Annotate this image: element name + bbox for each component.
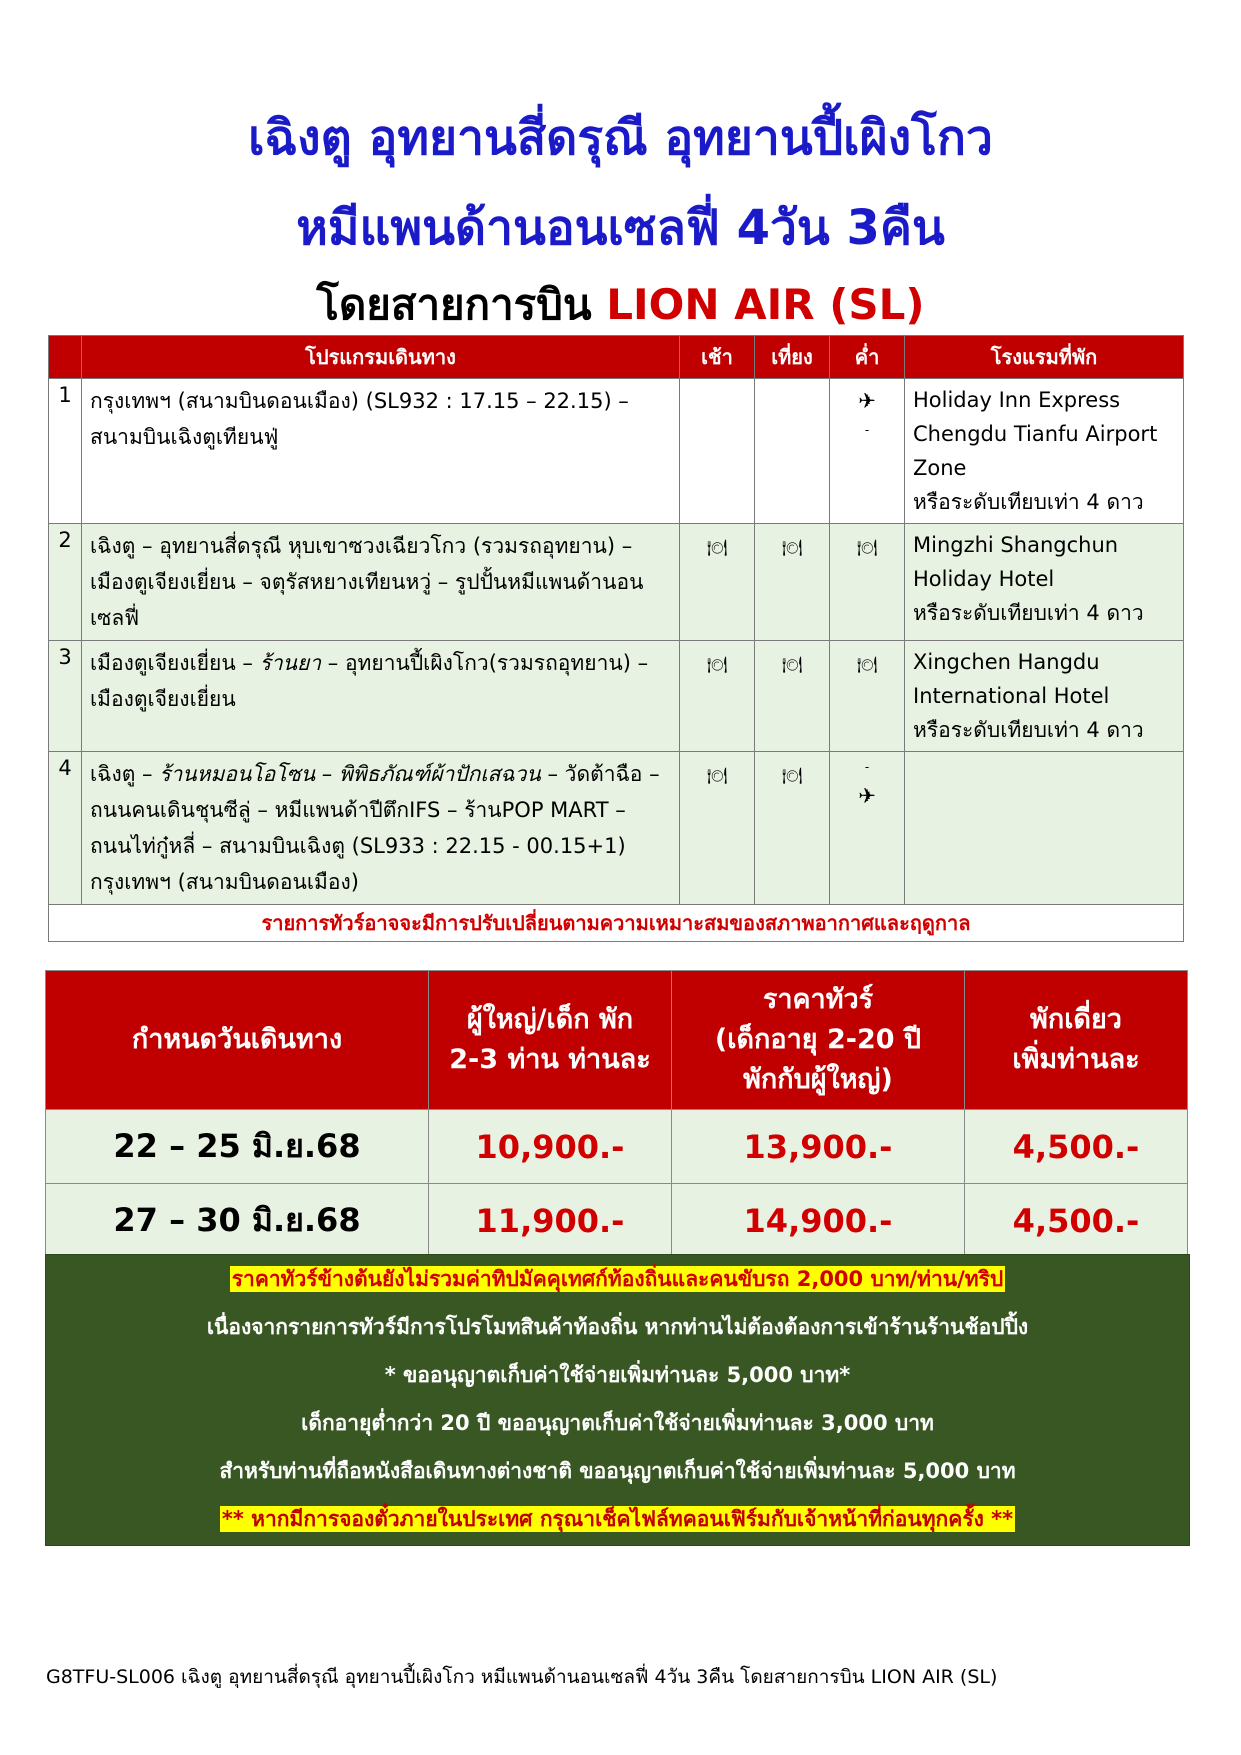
hotel-cell: [905, 641, 1184, 752]
plane-icon: ✈: [858, 784, 876, 808]
no-meal-dash: -: [864, 423, 870, 437]
domestic-ticket-warning: ** หากมีการจองตั๋วภายในประเทศ กรุณาเช็คไฟล์ทคอนเฟิร์มกับเจ้าหน้าที่ก่อนทุกครั้ง **: [221, 1507, 1014, 1531]
condition-line: [46, 1255, 1189, 1303]
itinerary-note: รายการทัวร์อาจจะมีการปรับเปลี่ยนตามความเหมาะสมของสภาพอากาศและฤดูกาล: [49, 905, 1184, 942]
itinerary-header-row: [49, 336, 1184, 379]
itinerary-note-row: [49, 905, 1184, 942]
price-header-row: [46, 971, 1188, 1110]
airline-name: LION AIR (SL): [606, 280, 925, 329]
meal-icon: 🍽: [781, 655, 803, 674]
lunch-header: เที่ยง: [755, 336, 830, 379]
child-price-header: [672, 971, 965, 1110]
page-title-line2: หมีแพนด้านอนเซลฟี่ 4วัน 3คืน: [296, 200, 945, 256]
hotel-line: หรือระดับเทียบเท่า 4 ดาว: [913, 490, 1144, 514]
day-description: เฉิงตู – อุทยานสี่ดรุณี หุบเขาซวงเฉียวโกว (รวมรถอุทยาน) – เมืองตูเจียงเยี่ยน – จตุรัสหยางเทียนหวู่ – รูปปั้นหมีแพนด้านอนเซลฟี่: [82, 524, 680, 641]
hotel-header: โรงแรมที่พัก: [905, 336, 1184, 379]
day-number: 3: [49, 641, 82, 752]
hotel-line: Mingzhi Shangchun: [913, 533, 1119, 557]
child-header-line: ราคาทัวร์: [762, 984, 874, 1015]
dinner-cell: [830, 524, 905, 641]
adult-header-line: 2-3 ท่าน ท่านละ: [449, 1044, 651, 1075]
itinerary-row-day3: [49, 641, 1184, 752]
condition-line: [46, 1495, 1189, 1543]
breakfast-cell: [680, 752, 755, 905]
condition-line: เด็กอายุต่ำกว่า 20 ปี ขออนุญาตเก็บค่าใช้จ่ายเพิ่มท่านละ 3,000 บาท: [301, 1411, 934, 1435]
date-header: กำหนดวันเดินทาง: [46, 971, 429, 1110]
breakfast-cell: [680, 524, 755, 641]
meal-icon: 🍽: [706, 766, 728, 785]
desc-part: เฉิงตู –: [90, 762, 160, 786]
meal-icon: 🍽: [856, 538, 878, 557]
day-description: [82, 641, 680, 752]
desc-part: – วัดต้าฉือ – ถนนคนเดินชุนซีลู่ – หมีแพนด้าปีตึกIFS – ร้านPOP MART – ถนนไท่กู๋หลี่ – สนามบินเฉิงตู (SL933 : 22.15 - 00.15+1) กรุงเทพฯ (สนามบินดอนเมือง): [90, 762, 660, 894]
hotel-line: หรือระดับเทียบเท่า 4 ดาว: [913, 718, 1144, 742]
condition-line: * ขออนุญาตเก็บค่าใช้จ่ายเพิ่มท่านละ 5,000 บาท*: [384, 1363, 851, 1387]
single-supplement: 4,500.-: [965, 1184, 1188, 1258]
single-header-line: เพิ่มท่านละ: [1012, 1044, 1140, 1075]
condition-line: สำหรับท่านที่ถือหนังสือเดินทางต่างชาติ ขออนุญาตเก็บค่าใช้จ่ายเพิ่มท่านละ 5,000 บาท: [219, 1459, 1016, 1483]
breakfast-header: เช้า: [680, 336, 755, 379]
hotel-line: International Hotel: [913, 684, 1110, 708]
breakfast-cell: [680, 379, 755, 524]
tip-notice: ราคาทัวร์ข้างต้นยังไม่รวมค่าทิปมัคคุเทศก์ท้องถิ่นและคนขับรถ 2,000 บาท/ท่าน/ทริป: [231, 1267, 1004, 1291]
adult-header-line: ผู้ใหญ่/เด็ก พัก: [466, 1004, 634, 1035]
child-header-line: พักกับผู้ใหญ่): [743, 1064, 893, 1095]
desc-part: เมืองตูเจียงเยี่ยน –: [90, 651, 260, 675]
page-title-line1: เฉิงตู อุทยานสี่ดรุณี อุทยานปี้เผิงโกว: [248, 110, 993, 166]
lunch-cell: [755, 379, 830, 524]
hotel-line: Holiday Inn Express: [913, 388, 1121, 412]
shop-stop: ร้านยา: [259, 651, 322, 675]
travel-date: 22 – 25 มิ.ย.68: [46, 1110, 429, 1184]
airline-title: [0, 272, 1241, 338]
itinerary-row-day2: [49, 524, 1184, 641]
single-supplement-header: [965, 971, 1188, 1110]
hotel-line: Holiday Hotel: [913, 567, 1055, 591]
dinner-cell: [830, 379, 905, 524]
price-row: [46, 1184, 1188, 1258]
travel-date: 27 – 30 มิ.ย.68: [46, 1184, 429, 1258]
single-supplement: 4,500.-: [965, 1110, 1188, 1184]
child-price: 13,900.-: [672, 1110, 965, 1184]
day-number: 1: [49, 379, 82, 524]
price-table: [45, 970, 1188, 1258]
breakfast-cell: [680, 641, 755, 752]
child-header-line: (เด็กอายุ 2-20 ปี: [714, 1024, 922, 1055]
meal-icon: 🍽: [781, 538, 803, 557]
hotel-cell: [905, 752, 1184, 905]
day-header: [49, 336, 82, 379]
condition-line: เนื่องจากรายการทัวร์มีการโปรโมทสินค้าท้องถิ่น หากท่านไม่ต้องต้องการเข้าร้านร้านช้อปปิ้ง: [206, 1315, 1029, 1339]
hotel-line: หรือระดับเทียบเท่า 4 ดาว: [913, 601, 1144, 625]
day-description: กรุงเทพฯ (สนามบินดอนเมือง) (SL932 : 17.15 – 22.15) – สนามบินเฉิงตูเทียนฟู่: [82, 379, 680, 524]
price-row: [46, 1110, 1188, 1184]
itinerary-row-day4: [49, 752, 1184, 905]
day-number: 2: [49, 524, 82, 641]
program-header: โปรแกรมเดินทาง: [82, 336, 680, 379]
dinner-cell: [830, 752, 905, 905]
itinerary-row-day1: [49, 379, 1184, 524]
hotel-cell: [905, 379, 1184, 524]
hotel-line: Zone: [913, 456, 967, 480]
adult-price: 11,900.-: [429, 1184, 672, 1258]
itinerary-table: [48, 335, 1184, 942]
hotel-line: Chengdu Tianfu Airport: [913, 422, 1158, 446]
adult-price-header: [429, 971, 672, 1110]
day-number: 4: [49, 752, 82, 905]
airline-title-prefix: โดยสายการบิน: [316, 280, 607, 329]
meal-icon: 🍽: [706, 538, 728, 557]
day-description: [82, 752, 680, 905]
meal-icon: 🍽: [706, 655, 728, 674]
meal-icon: 🍽: [856, 655, 878, 674]
lunch-cell: [755, 524, 830, 641]
lunch-cell: [755, 752, 830, 905]
adult-price: 10,900.-: [429, 1110, 672, 1184]
plane-icon: ✈: [858, 389, 876, 413]
meal-icon: 🍽: [781, 766, 803, 785]
hotel-cell: [905, 524, 1184, 641]
desc-part: – อุทยานปี้เผิงโกว(รวมรถอุทยาน) – เมืองตูเจียงเยี่ยน: [90, 651, 649, 711]
child-price: 14,900.-: [672, 1184, 965, 1258]
dinner-header: ค่ำ: [830, 336, 905, 379]
no-meal-dash: -: [864, 760, 870, 774]
single-header-line: พักเดี่ยว: [1030, 1004, 1122, 1035]
footer-code: G8TFU-SL006 เฉิงตู อุทยานสี่ดรุณี อุทยานปี้เผิงโกว หมีแพนด้านอนเซลฟี่ 4วัน 3คืน โดยสายการบิน LION AIR (SL): [46, 1666, 998, 1688]
hotel-line: Xingchen Hangdu: [913, 650, 1100, 674]
lunch-cell: [755, 641, 830, 752]
shop-stop: ร้านหมอนโอโซน – พิพิธภัณฑ์ผ้าปักเสฉวน: [159, 762, 541, 786]
dinner-cell: [830, 641, 905, 752]
conditions-box: [45, 1254, 1190, 1546]
